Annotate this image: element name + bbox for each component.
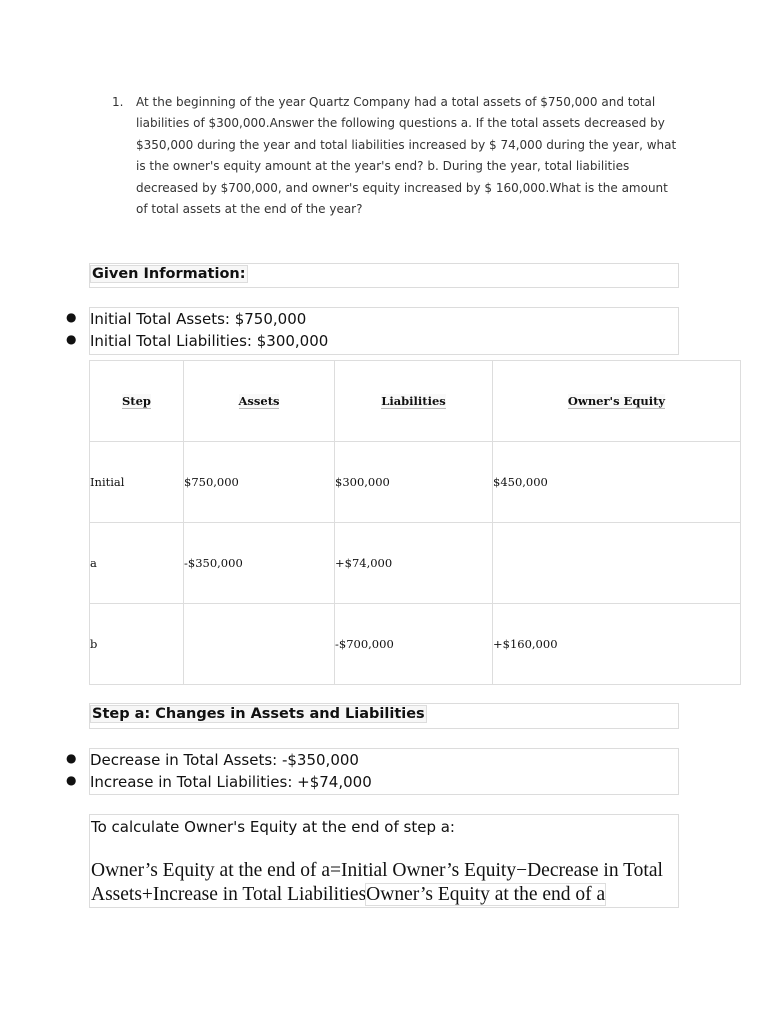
header-step: Step [90,361,184,442]
table-row [90,442,741,523]
table-cell: b [90,604,184,685]
step-a-heading: Step a: Changes in Assets and Liabilities [92,706,425,722]
owners-equity-formula [91,859,679,907]
list-item [66,751,359,769]
table-cell: +$160,000 [493,604,741,685]
list-item [66,773,372,791]
given-item-assets: Initial Total Assets: $750,000 [90,310,307,328]
given-information-list [66,307,679,355]
step-a-item-liabilities: Increase in Total Liabilities: +$74,000 [90,773,372,791]
step-a-list [66,748,679,795]
table-header-row [90,361,741,442]
calculation-box [89,814,679,908]
bullet-icon: ● [66,751,77,765]
given-information-heading: Given Information: [92,266,246,282]
list-item [66,310,307,328]
table-row [90,523,741,604]
table-row [90,604,741,685]
table-cell: a [90,523,184,604]
list-item [66,332,329,350]
step-a-heading-box [89,703,679,729]
formula-main: Owner’s Equity at the end of a=Initial Owner’s Equity−Decrease in Total Assets+Increase in Total Liabilities [91,860,663,905]
table-cell [493,523,741,604]
bullet-icon: ● [66,773,77,787]
step-a-item-assets: Decrease in Total Assets: -$350,000 [90,751,359,769]
question-number: 1. [112,95,124,109]
formula-tail: Owner’s Equity at the end of a [366,884,606,905]
bullet-icon: ● [66,310,77,324]
given-item-liabilities: Initial Total Liabilities: $300,000 [90,332,329,350]
table-cell: +$74,000 [335,523,493,604]
table-cell: $750,000 [184,442,335,523]
table-cell: $450,000 [493,442,741,523]
bullet-icon: ● [66,332,77,346]
table-cell: $300,000 [335,442,493,523]
calculation-intro: To calculate Owner's Equity at the end of step a: [91,818,455,836]
header-liabilities: Liabilities [335,361,493,442]
question [112,92,682,220]
table-cell: Initial [90,442,184,523]
table-cell: -$700,000 [335,604,493,685]
table-cell: -$350,000 [184,523,335,604]
header-assets: Assets [184,361,335,442]
given-information-heading-box [89,263,679,288]
table-cell [184,604,335,685]
header-owners-equity: Owner's Equity [493,361,741,442]
accounting-table [89,360,741,685]
question-text: At the beginning of the year Quartz Company had a total assets of $750,000 and total liabilities of $300,000.Answer the following questions a. If the total assets decreased by $350,000 during the year and total liabilities increased by $ 74,000 during the year, what is the owner's equity amount at the year's end? b. During the year, total liabilities decreased by $700,000, and owner's equity increased by $ 160,000.What is the amount of total assets at the end of the year? [136,95,677,217]
